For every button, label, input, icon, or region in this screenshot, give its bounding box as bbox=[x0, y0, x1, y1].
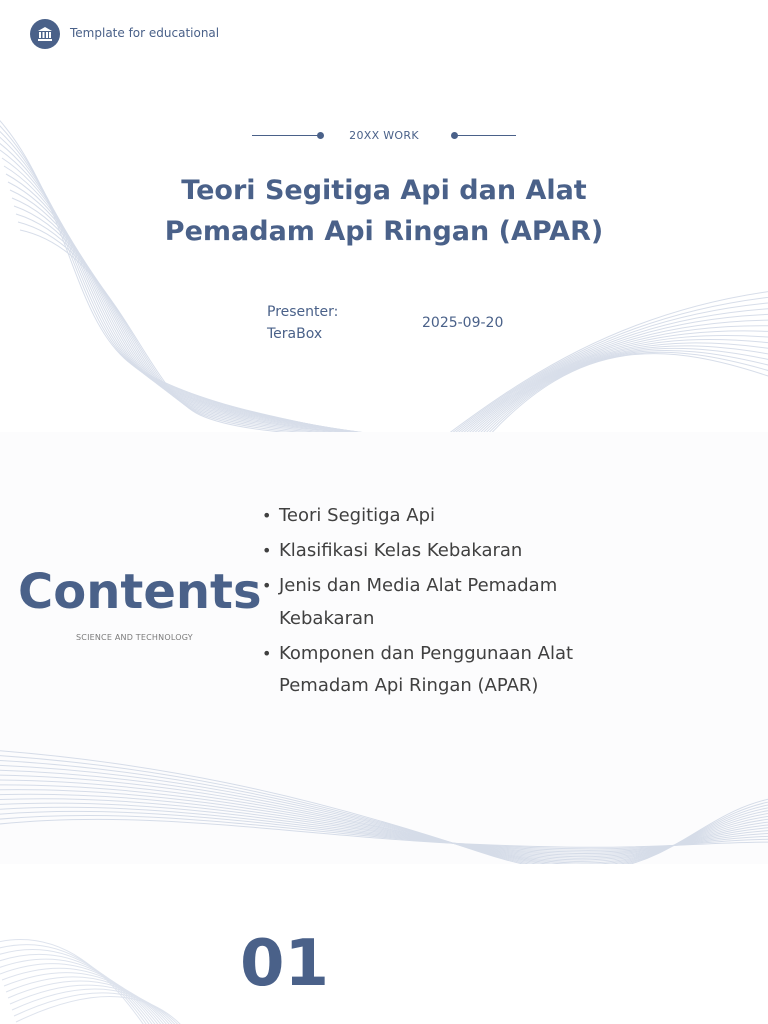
institution-icon bbox=[30, 19, 60, 49]
decorative-line-left bbox=[252, 135, 320, 136]
contents-subtitle: SCIENCE AND TECHNOLOGY bbox=[76, 633, 193, 642]
cover-slide bbox=[0, 0, 768, 432]
brand-text: Template for educational bbox=[70, 26, 220, 40]
bullet: • bbox=[262, 643, 272, 663]
toc-item-label: Komponen dan Penggunaan Alat Pemadam Api Ringan (APAR) bbox=[279, 642, 574, 696]
presenter-label: Presenter: bbox=[267, 304, 339, 320]
wave-line bbox=[20, 230, 455, 432]
wave-line bbox=[10, 985, 180, 1024]
contents-slide bbox=[0, 432, 768, 864]
decorative-dot-left bbox=[317, 132, 324, 139]
toc-item bbox=[262, 535, 622, 568]
presenter-name: TeraBox bbox=[267, 326, 323, 342]
wave-line bbox=[18, 222, 450, 432]
toc-item bbox=[262, 570, 622, 635]
wave-line bbox=[0, 118, 385, 432]
decorative-waves bbox=[0, 864, 768, 1024]
bullet: • bbox=[262, 541, 272, 560]
bullet: • bbox=[262, 506, 272, 525]
toc-item bbox=[262, 500, 622, 533]
section-number: 01 bbox=[240, 927, 330, 1001]
contents-title: Contents bbox=[18, 564, 262, 620]
wave-line bbox=[464, 335, 768, 432]
toc-item-label: Jenis dan Media Alat Pemadam Kebakaran bbox=[279, 575, 558, 629]
presentation-title: Teori Segitiga Api dan Alat Pemadam Api Ringan (APAR) bbox=[164, 175, 604, 247]
bullet: • bbox=[262, 576, 272, 595]
presentation-date: 2025-09-20 bbox=[422, 315, 504, 331]
table-of-contents bbox=[262, 500, 622, 705]
toc-item-label: Klasifikasi Kelas Kebakaran bbox=[279, 540, 523, 561]
wave-line bbox=[8, 981, 177, 1024]
toc-item bbox=[262, 638, 622, 703]
decorative-line-right bbox=[455, 135, 516, 136]
section-slide bbox=[0, 864, 768, 1024]
toc-item-label: Teori Segitiga Api bbox=[279, 505, 436, 526]
kicker-label: 20XX WORK bbox=[349, 129, 419, 142]
wave-line bbox=[0, 110, 380, 432]
